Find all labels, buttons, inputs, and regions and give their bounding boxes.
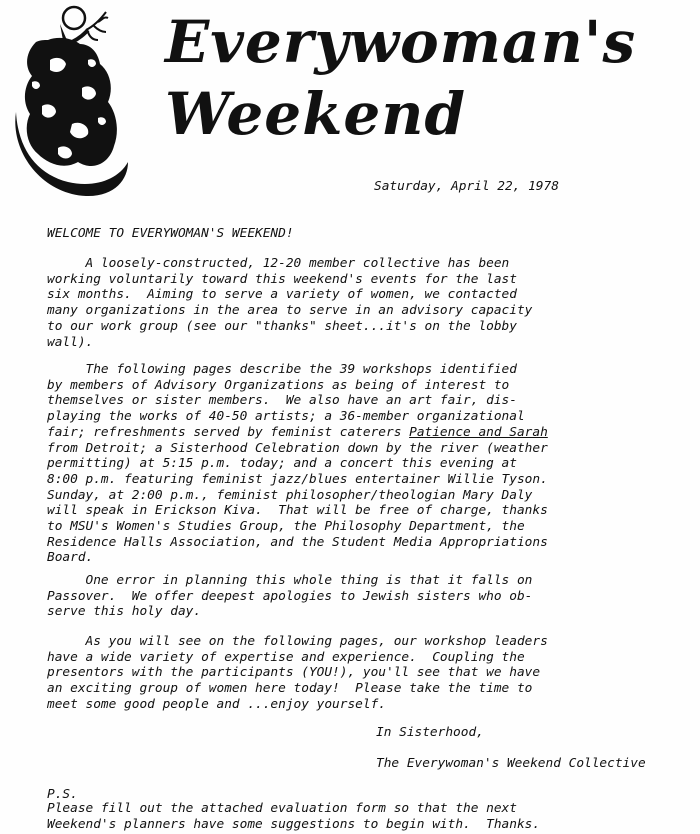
paragraph-line: The following pages describe the 39 workshops identified [47,362,517,377]
paragraph-line: serve this holy day. [47,604,202,620]
paragraph-line: many organizations in the area to serve in an advisory capacity [47,303,533,319]
paragraph-events [47,362,687,566]
paragraph-line [47,425,687,441]
paragraph-line: to MSU's Women's Studies Group, the Philosophy Department, the [47,519,525,535]
postscript-text [47,801,540,832]
paragraph-line: A loosely-constructed, 12-20 member collective has been [47,256,510,271]
paragraph-line: As you will see on the following pages, our workshop leaders [47,634,548,649]
welcome-heading: WELCOME TO EVERYWOMAN'S WEEKEND! [47,226,294,241]
paragraph-line: meet some good people and ...enjoy yourself. [47,696,386,712]
paragraph-line: an exciting group of women here today! Please take the time to [47,681,533,697]
masthead-title-line2: Weekend [165,80,467,148]
paragraph-passover [47,573,687,620]
masthead-title-line1: Everywoman's [165,8,637,76]
paragraph-workshops [47,634,687,713]
paragraph-line: by members of Advisory Organizations as being of interest to [47,377,510,393]
letter-signature: The Everywoman's Weekend Collective [376,756,646,771]
letter-date: Saturday, April 22, 1978 [374,179,559,194]
paragraph-line: Weekend's planners have some suggestions to begin with. Thanks. [47,816,541,832]
paragraph-collective [47,256,687,350]
paragraph-line: Sunday, at 2:00 p.m., feminist philosopher/theologian Mary Daly [47,487,533,503]
paragraph-line-text: fair; refreshments served by feminist caterers [47,424,410,440]
paragraph-line: Board. [47,550,94,566]
paragraph-line: working voluntarily toward this weekend's events for the last [47,271,517,287]
letter-closing: In Sisterhood, [376,725,484,740]
paragraph-line: from Detroit; a Sisterhood Celebration down by the river (weather [47,440,548,456]
paragraph-line: presentors with the participants (YOU!), you'll see that we have [47,665,541,681]
paragraph-line: Passover. We offer deepest apologies to Jewish sisters who ob- [47,588,533,604]
paragraph-line: wall). [47,334,94,350]
caterer-name: Patience and Sarah [409,424,548,440]
paragraph-line: themselves or sister members. We also have an art fair, dis- [47,393,517,409]
paragraph-line: Residence Halls Association, and the Student Media Appropriations [47,534,548,550]
paragraph-line: 8:00 p.m. featuring feminist jazz/blues entertainer Willie Tyson. [47,471,548,487]
women-crescent-moon-logo [2,2,130,198]
paragraph-line: have a wide variety of expertise and experience. Coupling the [47,649,525,665]
paragraph-line: One error in planning this whole thing is that it falls on [47,573,533,588]
paragraph-line: permitting) at 5:15 p.m. today; and a concert this evening at [47,456,517,472]
paragraph-line: playing the works of 40-50 artists; a 36-member organizational [47,409,525,425]
paragraph-line: will speak in Erickson Kiva. That will be free of charge, thanks [47,503,548,519]
paragraph-line: to our work group (see our "thanks" sheet...it's on the lobby [47,318,517,334]
postscript-label: P.S. [47,787,78,802]
paragraph-line: six months. Aiming to serve a variety of women, we contacted [47,287,517,303]
paragraph-line: Please fill out the attached evaluation form so that the next [47,801,517,816]
